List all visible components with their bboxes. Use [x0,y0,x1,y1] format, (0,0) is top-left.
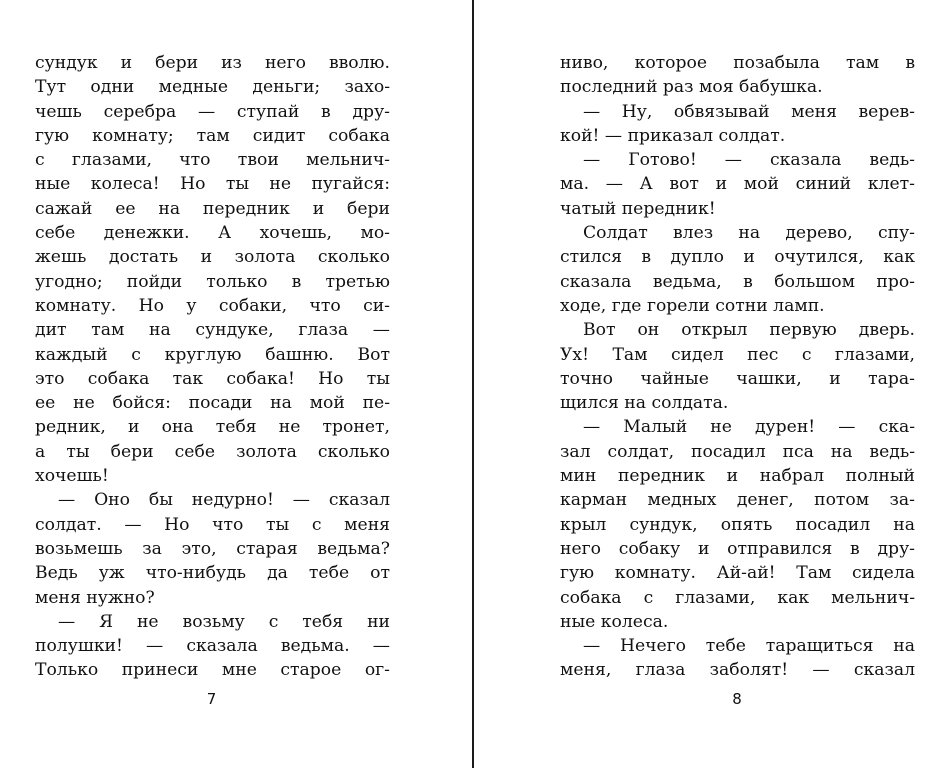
text-line: кой! — приказал солдат. [560,125,786,146]
text-line: комнату. Но у собаки, что си- [35,295,390,316]
text-line: меня нужно? [35,587,155,608]
text-line: — Малый не дурен! — ска- [583,417,915,438]
text-line: гую комнату; там сидит собака [35,125,390,146]
text-line: Вот он открыл первую дверь. [583,320,915,341]
text-line: — Я не возьму с тебя ни [58,611,390,632]
text-line: зал солдат, посадил пса на ведь- [560,441,915,462]
text-line: Солдат влез на дерево, спу- [583,223,915,244]
book-spine-divider [472,0,474,768]
text-line: сажай ее на передник и бери [35,198,390,219]
right-page-text [560,51,915,683]
text-line: точно чайные чашки, и тара- [560,368,915,389]
right-page [475,0,949,768]
text-line: ные колеса. [560,611,669,632]
text-line: стился в дупло и очутился, как [560,247,915,268]
text-line: мин передник и набрал полный [560,466,915,487]
text-line: каждый с круглую башню. Вот [35,344,390,365]
text-line: ходе, где горели сотни ламп. [560,295,825,316]
text-line: ма. — А вот и мой синий клет- [560,174,915,195]
text-line: хочешь! [35,466,109,487]
text-line: угодно; пойди только в третью [35,271,390,292]
text-line: с глазами, что твои мельнич- [35,150,390,171]
text-line: меня, глаза заболят! — сказал [560,660,915,681]
text-line: Тут одни медные деньги; захо- [35,77,390,98]
text-line: сказала ведьма, в большом про- [560,271,915,292]
text-line: собака с глазами, как мельнич- [560,587,915,608]
text-line: — Нечего тебе таращиться на [583,636,915,657]
text-line: полушки! — сказала ведьма. — [35,636,390,657]
text-line: гую комнату. Ай-ай! Там сидела [560,563,915,584]
text-line: редник, и она тебя не тронет, [35,417,390,438]
text-line: последний раз моя бабушка. [560,77,823,98]
text-line: чешь серебра — ступай в дру- [35,101,390,122]
text-line: дит там на сундуке, глаза — [35,320,390,341]
text-line: ные колеса! Но ты не пугайся: [35,174,390,195]
page-number-right: 8 [732,690,742,708]
text-line: возьмешь за это, старая ведьма? [35,538,390,559]
text-line: это собака так собака! Но ты [35,368,390,389]
text-line: карман медных денег, потом за- [560,490,915,511]
text-line: чатый передник! [560,198,716,219]
text-line: крыл сундук, опять посадил на [560,514,915,535]
text-line: щился на солдата. [560,393,729,414]
text-line: него собаку и отправился в дру- [560,538,915,559]
text-line: ее не бойся: посади на мой пе- [35,393,390,414]
text-line: жешь достать и золота сколько [35,247,390,268]
text-line: — Оно бы недурно! — сказал [58,490,390,511]
page-number-left: 7 [206,690,217,708]
text-line: себе денежки. А хочешь, мо- [35,223,390,244]
text-line: Ведь уж что-нибудь да тебе от [35,563,390,584]
text-line: сундук и бери из него вволю. [35,53,390,73]
text-line: солдат. — Но что ты с меня [35,514,390,535]
left-page-text [35,51,390,683]
text-line: Только принеси мне старое ог- [35,660,390,681]
left-page [0,0,473,768]
text-line: — Ну, обвязывай меня верев- [583,101,915,122]
text-line: а ты бери себе золота сколько [35,441,390,462]
text-line: ниво, которое позабыла там в [560,53,915,73]
text-line: Ух! Там сидел пес с глазами, [560,344,915,365]
text-line: — Готово! — сказала ведь- [583,150,915,171]
